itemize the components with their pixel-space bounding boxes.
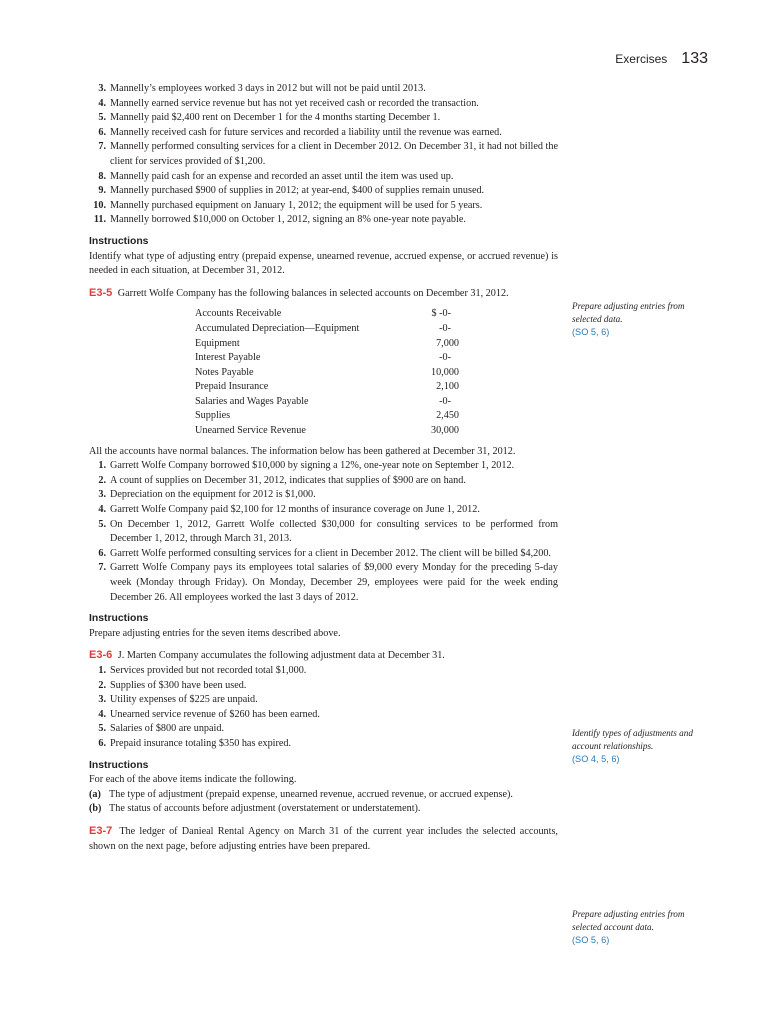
account-name: Unearned Service Revenue (195, 425, 306, 437)
e3-5-item-list (89, 459, 558, 605)
list-item (89, 708, 558, 723)
item-text: Depreciation on the equipment for 2012 is $1,000. (110, 489, 316, 501)
item-number: 4. (98, 97, 106, 109)
item-text: Mannelly borrowed $10,000 on October 1, 2012, signing an 8% one-year note payable. (110, 214, 466, 226)
list-item (89, 474, 558, 489)
item-text: A count of supplies on December 31, 2012, indicates that supplies of $900 are on hand. (110, 474, 466, 486)
item-text: Garrett Wolfe Company paid $2,100 for 12 months of insurance coverage on June 1, 2012. (110, 504, 480, 516)
item-number: 9. (98, 185, 106, 197)
item-text: Mannelly purchased $900 of supplies in 2012; at year-end, $400 of supplies remain unused. (110, 185, 485, 197)
margin-note-text: Prepare adjusting entries from selected account data. (572, 909, 685, 932)
account-name: Supplies (195, 410, 231, 422)
table-row (195, 337, 459, 352)
exercise-intro-text: J. Marten Company accumulates the following adjustment data at December 31. (117, 650, 445, 662)
item-number: 3. (98, 83, 106, 94)
list-item (89, 82, 558, 97)
list-item (89, 459, 558, 474)
item-text: Mannelly earned service revenue but has not yet received cash or recorded the transaction. (110, 97, 479, 109)
item-text: Mannelly paid cash for an expense and recorded an asset until the item was used up. (110, 170, 454, 182)
item-text: On December 1, 2012, Garrett Wolfe collected $30,000 for consulting services to be performed from December 1, 2012, through March 31, 2013. (110, 518, 558, 545)
list-item (89, 802, 558, 817)
account-amount: 30,000 (430, 425, 459, 437)
exercise-label: E3-6 (89, 649, 113, 662)
list-item (89, 737, 558, 752)
exercise-e3-5-intro (89, 286, 558, 302)
item-number: 3. (98, 694, 106, 706)
item-text: Garrett Wolfe Company pays its employees total salaries of $9,000 every Monday for the preceding 5-day week (Monday through Friday). On Monday, December 29, employees were paid for the week ending December 26. All employees worked the last 3 days of 2012. (110, 562, 558, 603)
item-text: Mannelly received cash for future services and recorded a liability until the revenue was earned. (110, 126, 502, 138)
list-item (89, 97, 558, 112)
account-amount: $ -0- (431, 308, 451, 320)
instructions-text: Prepare adjusting entries for the seven items described above. (89, 627, 341, 639)
list-item (89, 213, 558, 228)
item-text: Mannelly performed consulting services for a client in December 2012. On December 31, it had not billed the client for services provided of $1,200. (110, 141, 558, 167)
list-item (89, 503, 558, 518)
account-amount: 10,000 (430, 366, 459, 378)
table-row (195, 395, 459, 410)
item-text: Mannelly paid $2,400 rent on December 1 for the 4 months starting December 1. (110, 112, 441, 124)
list-item (89, 693, 558, 708)
exercise-intro-text: Garrett Wolfe Company has the following balances in selected accounts on December 31, 2012. (117, 287, 509, 299)
item-text: Salaries of $800 are unpaid. (110, 723, 225, 735)
account-amount: 2,450 (436, 410, 459, 422)
item-number: 10. (93, 199, 106, 211)
exercise-intro-text: The ledger of Danieal Rental Agency on March 31 of the current year includes the selected accounts, shown on the next page, before adjusting entries have been prepared. (89, 825, 558, 852)
list-item (89, 518, 558, 547)
item-number: 3. (98, 489, 106, 501)
account-amount: 2,100 (436, 381, 459, 393)
list-item (89, 126, 558, 141)
main-column (89, 82, 558, 854)
item-number: 4. (98, 504, 106, 516)
account-balances-table (195, 307, 459, 438)
exercise-label: E3-7 (89, 824, 113, 837)
margin-note-e3-5 (572, 300, 712, 339)
part-letter: (a) (89, 788, 101, 800)
table-row (195, 424, 459, 439)
item-number: 1. (98, 664, 106, 676)
list-item (89, 788, 558, 803)
list-item (89, 184, 558, 199)
e3-6-parts-list (89, 788, 558, 817)
item-text: Garrett Wolfe Company borrowed $10,000 by signing a 12%, one-year note on September 1, 2012. (110, 460, 515, 472)
item-number: 6. (98, 126, 106, 138)
table-row (195, 322, 459, 337)
list-item (89, 679, 558, 694)
list-item (89, 111, 558, 126)
item-text: Garrett Wolfe performed consulting services for a client in December 2012. The client will be billed $4,200. (110, 547, 551, 559)
account-name: Interest Payable (195, 352, 261, 364)
instructions-text: For each of the above items indicate the following. (89, 774, 297, 786)
margin-note-text: Identify types of adjustments and account relationships. (572, 728, 693, 751)
account-amount: -0- (439, 395, 451, 407)
item-text: Mannelly purchased equipment on January 1, 2012; the equipment will be used for 5 years. (110, 199, 483, 211)
item-number: 7. (98, 141, 106, 153)
section-title: Exercises (615, 52, 668, 66)
item-number: 5. (98, 112, 106, 124)
item-number: 6. (98, 547, 106, 559)
account-name: Equipment (195, 337, 240, 349)
table-row (195, 366, 459, 381)
table-row (195, 380, 459, 395)
account-name: Notes Payable (195, 366, 254, 378)
instructions-heading: Instructions (89, 759, 149, 771)
list-item (89, 547, 558, 562)
account-name: Accumulated Depreciation—Equipment (195, 322, 360, 334)
instructions-heading: Instructions (89, 235, 149, 247)
account-amount: -0- (439, 352, 451, 364)
list-item (89, 140, 558, 169)
page-number: 133 (681, 50, 708, 67)
item-number: 5. (98, 518, 106, 530)
table-row (195, 307, 459, 322)
account-name: Accounts Receivable (195, 308, 282, 320)
account-amount: -0- (439, 322, 451, 334)
list-item (89, 664, 558, 679)
account-amount: 7,000 (436, 337, 459, 349)
margin-note-e3-6 (572, 727, 712, 766)
instructions-text: Identify what type of adjusting entry (prepaid expense, unearned revenue, accrued expense, or accrued revenue) is needed in each situation, at December 31, 2012. (89, 250, 558, 277)
after-table-text: All the accounts have normal balances. The information below has been gathered at December 31, 2012. (89, 445, 516, 457)
list-item (89, 488, 558, 503)
list-item (89, 170, 558, 185)
e3-6-item-list (89, 664, 558, 752)
exercise-label: E3-5 (89, 286, 113, 299)
item-number: 6. (98, 737, 106, 749)
part-letter: (b) (89, 803, 102, 815)
item-text: Mannelly’s employees worked 3 days in 2012 but will not be paid until 2013. (110, 83, 426, 94)
list-item (89, 561, 558, 605)
study-objective-ref: (SO 5, 6) (572, 327, 610, 337)
table-row (195, 409, 459, 424)
instructions-heading: Instructions (89, 613, 149, 625)
item-text: Utility expenses of $225 are unpaid. (110, 694, 258, 706)
item-number: 11. (93, 214, 106, 226)
part-text: The type of adjustment (prepaid expense, unearned revenue, accrued revenue, or accrued expense). (109, 788, 513, 800)
margin-note-e3-7 (572, 908, 712, 947)
item-number: 5. (98, 723, 106, 735)
item-number: 4. (98, 708, 106, 720)
item-text: Unearned service revenue of $260 has been earned. (110, 708, 320, 720)
item-number: 7. (98, 562, 106, 574)
study-objective-ref: (SO 5, 6) (572, 935, 610, 945)
exercise-e3-6-intro (89, 648, 558, 664)
table-row (195, 351, 459, 366)
e3-4-item-list (89, 82, 558, 228)
account-name: Salaries and Wages Payable (195, 395, 309, 407)
margin-note-text: Prepare adjusting entries from selected data. (572, 301, 685, 324)
item-text: Services provided but not recorded total $1,000. (110, 664, 307, 676)
exercise-e3-7-intro (89, 824, 558, 854)
item-number: 1. (98, 460, 106, 472)
page-header (615, 50, 708, 68)
item-text: Prepaid insurance totaling $350 has expired. (110, 737, 292, 749)
item-number: 2. (98, 679, 106, 691)
item-text: Supplies of $300 have been used. (110, 679, 247, 691)
list-item (89, 199, 558, 214)
study-objective-ref: (SO 4, 5, 6) (572, 754, 620, 764)
account-name: Prepaid Insurance (195, 381, 269, 393)
list-item (89, 722, 558, 737)
item-number: 2. (98, 474, 106, 486)
part-text: The status of accounts before adjustment (overstatement or understatement). (109, 803, 421, 815)
item-number: 8. (98, 170, 106, 182)
